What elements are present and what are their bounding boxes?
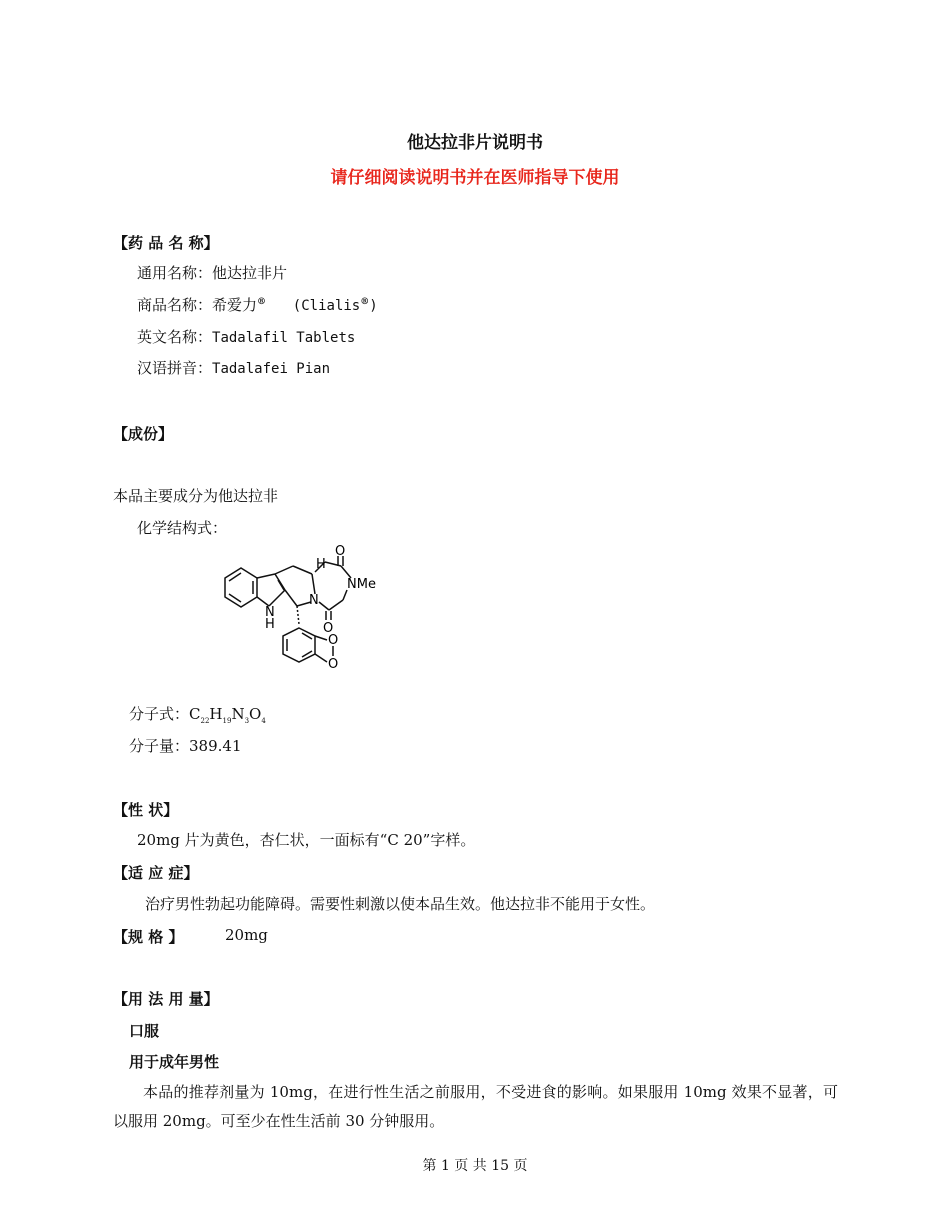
- structure-atom-o-diox1: O: [328, 633, 339, 648]
- indications-text: 治疗男性勃起功能障碍。需要性刺激以使本品生效。他达拉非不能用于女性。: [145, 895, 656, 913]
- spec-heading: 【规 格 】: [113, 928, 184, 946]
- trade-name-en: (Clialis: [292, 298, 361, 314]
- structure-atom-o-diox2: O: [328, 657, 339, 672]
- trade-name: [137, 294, 378, 315]
- indications-heading: 【适 应 症】: [113, 864, 199, 882]
- molecular-formula: [129, 703, 266, 725]
- generic-name: 通用名称：他达拉非片: [137, 264, 288, 282]
- dosage-heading: 【用 法 用 量】: [113, 990, 219, 1008]
- structure-label: 化学结构式：: [137, 519, 228, 537]
- trade-name-en-close: ): [369, 298, 378, 314]
- document-title: 他达拉非片说明书: [407, 133, 543, 153]
- english-name-value: Tadalafil Tablets: [212, 330, 356, 346]
- formula-c: C: [189, 705, 201, 723]
- page-footer: 第 1 页 共 15 页: [422, 1158, 528, 1174]
- pinyin-value: Tadalafei Pian: [212, 361, 331, 377]
- structure-atom-nme: NMe: [347, 577, 376, 592]
- drug-name-heading: 【药 品 名 称】: [113, 234, 219, 252]
- structure-atom-n: N: [309, 593, 319, 608]
- spec-value: 20mg: [225, 926, 268, 944]
- formula-c-count: 22: [200, 717, 210, 725]
- formula-o-count: 4: [261, 717, 266, 725]
- structure-atom-h: H: [316, 557, 326, 572]
- formula-h: H: [209, 705, 223, 723]
- dosage-text: 本品的推荐剂量为 10mg，在进行性生活之前服用，不受进食的影响。如果服用 10mg 效果不显著，可以服用 20mg。可至少在性生活前 30 分钟服用。: [113, 1083, 838, 1130]
- formula-label: 分子式：: [129, 705, 190, 723]
- properties-heading: 【性 状】: [113, 801, 179, 819]
- composition-heading: 【成份】: [113, 425, 174, 443]
- pinyin-name: [137, 357, 330, 378]
- main-ingredient: 本品主要成分为他达拉非: [113, 487, 279, 505]
- english-name: [137, 326, 355, 347]
- registered-mark: ®: [257, 297, 267, 307]
- formula-o: O: [249, 705, 262, 723]
- structure-atom-o-bottom: O: [323, 621, 334, 636]
- formula-n: N: [231, 705, 245, 723]
- properties-text: 20mg 片为黄色，杏仁状，一面标有“C 20”字样。: [137, 831, 476, 849]
- usage-warning: 请仔细阅读说明书并在医师指导下使用: [330, 168, 620, 188]
- structure-atom-o-top: O: [335, 544, 346, 559]
- registered-mark-en: ®: [360, 297, 370, 307]
- pinyin-label: 汉语拼音：: [137, 359, 213, 377]
- formula-n-count: 3: [244, 717, 250, 725]
- trade-name-label: 商品名称：希爱力: [137, 296, 258, 314]
- dosage-group: 用于成年男性: [129, 1053, 220, 1071]
- formula-h-count: 19: [222, 717, 232, 725]
- chemical-structure-diagram: [215, 540, 385, 690]
- structure-atom-nh-h: H: [265, 617, 275, 632]
- molecular-weight: 分子量：389.41: [129, 737, 242, 755]
- dosage-route: 口服: [129, 1022, 160, 1040]
- structure-atom-nh-n: N: [265, 605, 275, 620]
- english-name-label: 英文名称：: [137, 328, 213, 346]
